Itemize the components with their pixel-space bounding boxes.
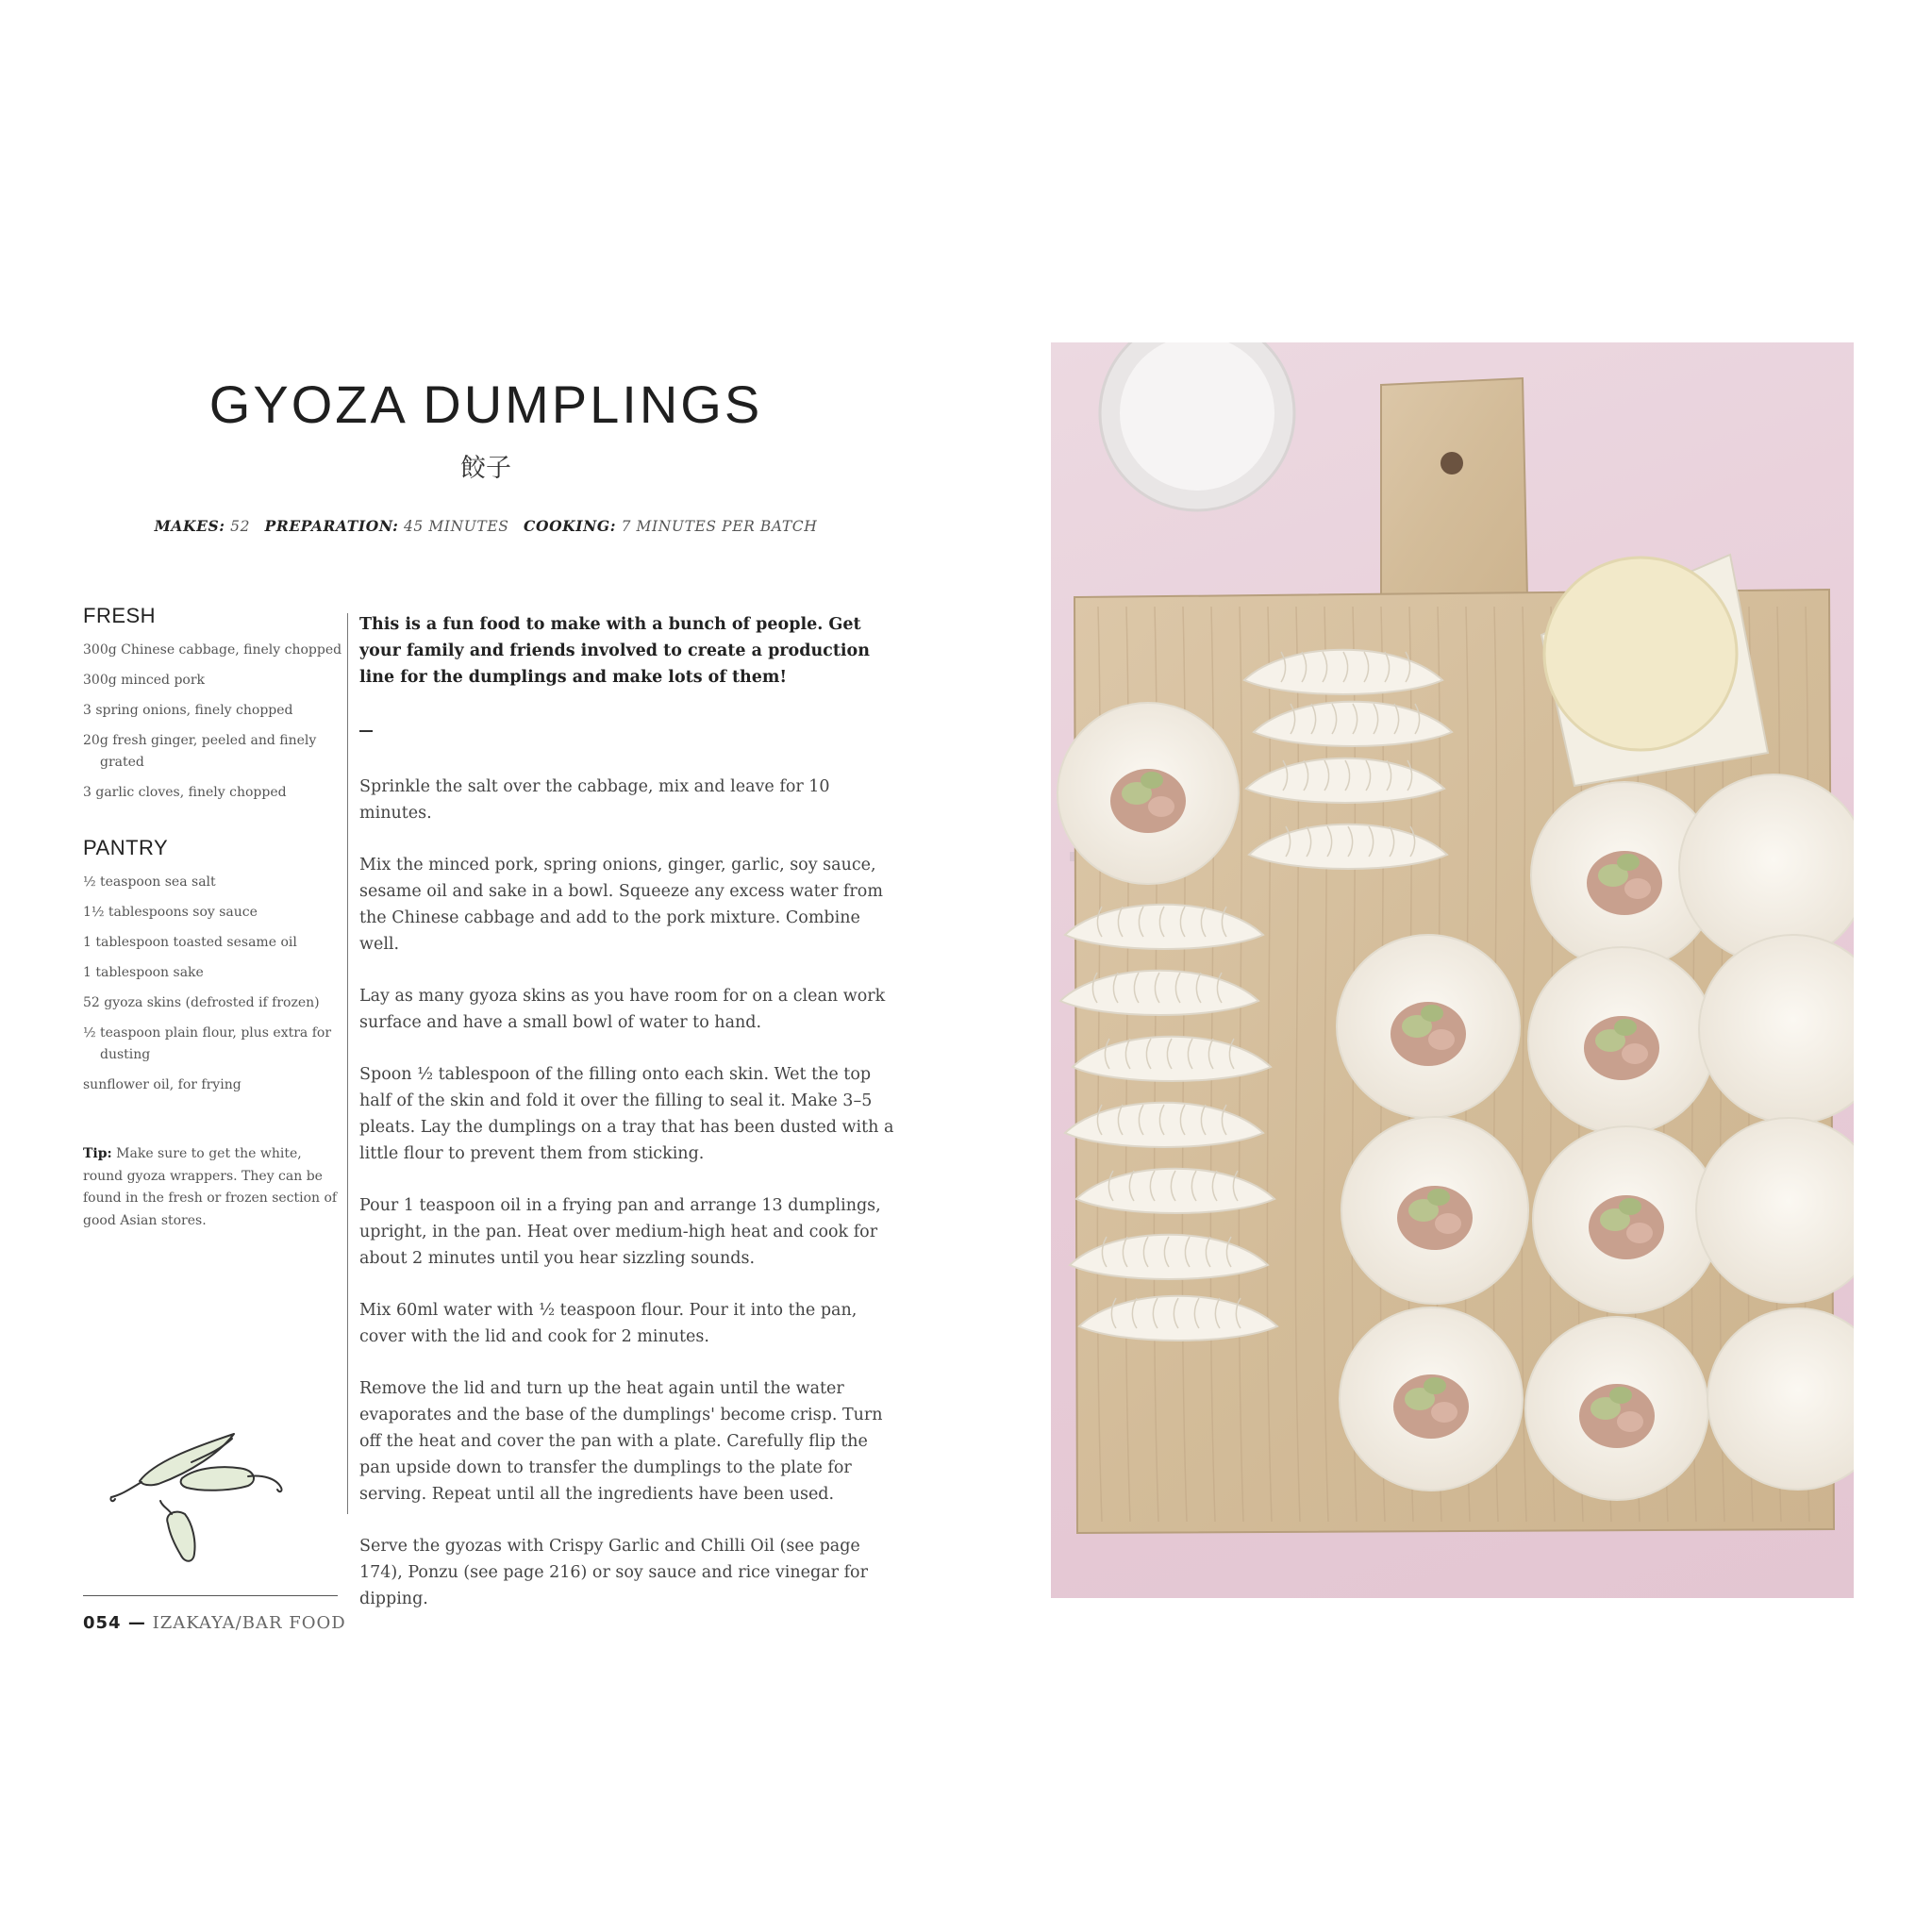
board-handle-hole [1441,452,1463,475]
pork-filling [1579,1384,1655,1448]
recipe-intro: This is a fun food to make with a bunch of people. Get your family and friends involved to create a production line for the dumplings and make lots of them! [359,615,870,687]
cook-value: 7 MINUTES PER BATCH [621,518,818,535]
tip-text: Make sure to get the white, round gyoza wrappers. They can be found in the fresh or frozen section of good Asian stores. [83,1146,338,1228]
ingredient-item: sunflower oil, for frying [83,1077,242,1092]
pork-filling [1397,1186,1473,1250]
gyoza-wrapper [1528,947,1715,1134]
page-footer [83,1613,346,1633]
ingredients-column [83,604,342,1232]
gyoza-wrapper [1058,703,1239,884]
gyoza-photo [1051,342,1854,1598]
pork-filling [1589,1195,1664,1259]
prep-label: PREPARATION: [264,517,399,535]
ingredient-item: 300g minced pork [83,673,206,688]
chilli-peppers-illustration [102,1429,305,1575]
water-bowl-inner [1120,342,1274,491]
wrapper-stack [1544,558,1737,750]
recipe-title: GYOZA DUMPLINGS [208,375,763,434]
method-step: Sprinkle the salt over the cabbage, mix and leave for 10 minutes. [359,777,830,823]
gyoza-wrapper [1525,1317,1708,1500]
method-step: Mix the minced pork, spring onions, ginger, garlic, soy sauce, sesame oil and sake in a bowl. Squeeze any excess water from the Chinese cabbage and add to the pork mixture. Combine well. [359,856,883,954]
recipe-title-japanese: 餃子 [460,454,511,483]
method-step: Mix 60ml water with ½ teaspoon flour. Pour it into the pan, cover with the lid and cook for 2 minutes. [359,1301,858,1346]
method-step: Serve the gyozas with Crispy Garlic and Chilli Oil (see page 174), Ponzu (see page 216) or soy sauce and rice vinegar for dipping. [359,1537,868,1608]
cook-label: COOKING: [524,517,617,535]
ingredient-item: ½ teaspoon plain flour, plus extra for dusting [83,1025,332,1062]
method-step: Spoon ½ tablespoon of the filling onto each skin. Wet the top half of the skin and fold it over the filling to seal it. Make 3–5 pleats. Lay the dumplings on a tray that has been dusted with a little flour to prevent them from sticking. [359,1065,894,1163]
tip-note [83,1143,338,1232]
method-step: Lay as many gyoza skins as you have room for on a clean work surface and have a small bowl of water to hand. [359,987,886,1032]
ingredient-item: 20g fresh ginger, peeled and finely grated [83,733,317,770]
makes-value: 52 [230,518,251,535]
ingredient-item: 1½ tablespoons soy sauce [83,905,258,920]
pork-filling [1391,1002,1466,1066]
method-step: Remove the lid and turn up the heat again until the water evaporates and the base of the dumplings' become crisp. Turn off the heat and cover the pan with a plate. Carefully flip the pan upside down to transfer the dumplings to the plate for serving. Repeat until all the ingredients have been used. [359,1379,883,1504]
makes-label: MAKES: [154,517,225,535]
gyoza-wrapper [1340,1307,1523,1491]
page-number: 054 — [83,1613,146,1633]
method-column [359,611,897,1638]
prep-value: 45 MINUTES [403,518,509,535]
footer-rule [83,1595,338,1596]
ingredient-item: 1 tablespoon sake [83,965,204,980]
pantry-ingredient-list [83,872,342,1096]
board-handle [1381,378,1527,605]
ingredient-item: 3 garlic cloves, finely chopped [83,785,287,800]
gyoza-wrapper [1533,1126,1720,1313]
gyoza-wrapper [1679,774,1854,963]
pork-filling [1587,851,1662,915]
ingredient-item: 3 spring onions, finely chopped [83,703,293,718]
recipe-meta [0,517,972,535]
tip-label: Tip: [83,1146,112,1161]
pork-filling [1393,1374,1469,1439]
method-step: Pour 1 teaspoon oil in a frying pan and arrange 13 dumplings, upright, in the pan. Heat over medium-high heat and cook for about 2 minutes until you hear sizzling sounds. [359,1196,881,1268]
footer-section: IZAKAYA/BAR FOOD [152,1613,346,1633]
pork-filling [1584,1016,1659,1080]
column-divider [347,613,348,1514]
intro-dash-divider [359,730,373,732]
gyoza-wrapper [1337,935,1520,1118]
gyoza-wrapper [1341,1117,1528,1304]
ingredient-item: 1 tablespoon toasted sesame oil [83,935,297,950]
gyoza-board-scene [1051,342,1854,1598]
fresh-heading: FRESH [83,604,157,627]
pantry-heading: PANTRY [83,836,169,859]
ingredient-item: 300g Chinese cabbage, finely chopped [83,642,342,658]
pork-filling [1110,769,1186,833]
fresh-ingredient-list [83,640,342,804]
ingredient-item: ½ teaspoon sea salt [83,874,216,890]
ingredient-item: 52 gyoza skins (defrosted if frozen) [83,995,320,1010]
